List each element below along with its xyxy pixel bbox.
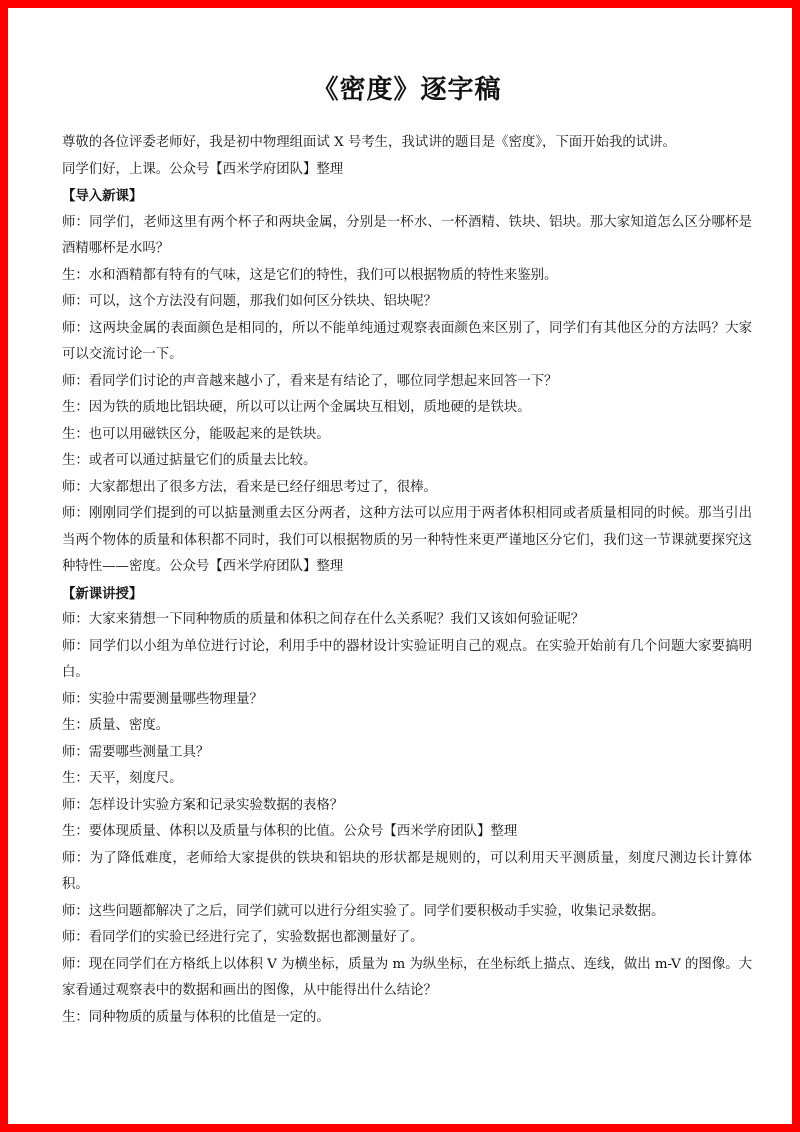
paragraph: 师：同学们，老师这里有两个杯子和两块金属，分别是一杯水、一杯酒精、铁块、铝块。那大家知道怎么区分哪杯是酒精哪杯是水吗？ — [62, 214, 752, 256]
paragraph: 生：或者可以通过掂量它们的质量去比较。 — [62, 453, 317, 468]
paragraph: 生：因为铁的质地比铝块硬，所以可以让两个金属块互相划，质地硬的是铁块。 — [62, 400, 531, 415]
paragraph: 师：大家来猜想一下同种物质的质量和体积之间存在什么关系呢？我们又该如何验证呢？ — [62, 612, 585, 627]
paragraph: 师：需要哪些测量工具？ — [62, 744, 210, 760]
paragraph: 师：大家都想出了很多方法，看来是已经仔细思考过了，很棒。 — [62, 479, 437, 495]
paragraph: 师：怎样设计实验方案和记录实验数据的表格？ — [62, 797, 344, 813]
paragraph: 师：这两块金属的表面颜色是相同的，所以不能单纯通过观察表面颜色来区别了，同学们有其他区分的方法吗？大家可以交流讨论一下。 — [62, 320, 752, 362]
paragraph: 师：这些问题都解决了之后，同学们就可以进行分组实验了。同学们要积极动手实验，收集记录数据。 — [62, 903, 665, 919]
document-title: 《密度》逐字稿 — [312, 75, 502, 105]
paragraph: 师：看同学们的实验已经进行完了，实验数据也都测量好了。 — [62, 930, 424, 945]
paragraph: 师：现在同学们在方格纸上以体积 V 为横坐标，质量为 m 为纵坐标，在坐标纸上描点、连线，做出 m-V 的图像。大家看通过观察表中的数据和画出的图像，从中能得出什么结论？ — [62, 956, 752, 998]
paragraph: 师：同学们以小组为单位进行讨论，利用手中的器材设计实验证明自己的观点。在实验开始前有几个问题大家要搞明白。 — [62, 638, 752, 680]
paragraph: 生：质量、密度。 — [62, 718, 170, 733]
paragraph: 生：要体现质量、体积以及质量与体积的比值。公众号【西米学府团队】整理 — [62, 824, 518, 839]
paragraph: 师：看同学们讨论的声音越来越小了，看来是有结论了，哪位同学想起来回答一下？ — [62, 373, 558, 389]
paragraph: 师：刚刚同学们提到的可以掂量测重去区分两者，这种方法可以应用于两者体积相同或者质量相同的时候。那当引出当两个物体的质量和体积都不同时，我们可以根据物质的另一种特性来更严谨地区分它们，我们这一节课就要探究这种特性——密度。公众号【西米学府团队】整理 — [62, 506, 752, 574]
section-heading-new-lesson: 【新课讲授】 — [62, 585, 143, 602]
paragraph: 生：也可以用磁铁区分，能吸起来的是铁块。 — [62, 426, 330, 442]
paragraph: 生：同种物质的质量与体积的比值是一定的。 — [62, 1009, 330, 1025]
paragraph: 生：水和酒精都有特有的气味，这是它们的特性，我们可以根据物质的特性来鉴别。 — [62, 267, 558, 283]
paragraph: 师：实验中需要测量哪些物理量？ — [62, 691, 263, 707]
paragraph: 同学们好，上课。公众号【西米学府团队】整理 — [62, 161, 344, 177]
paragraph: 师：可以，这个方法没有问题，那我们如何区分铁块、铝块呢？ — [62, 294, 437, 309]
document-body — [62, 68, 752, 1031]
paragraph: 师：为了降低难度，老师给大家提供的铁块和铝块的形状都是规则的，可以利用天平测质量，刻度尺测边长计算体积。 — [62, 850, 752, 892]
section-heading-intro: 【导入新课】 — [62, 188, 143, 204]
paragraph: 尊敬的各位评委老师好，我是初中物理组面试 X 号考生，我试讲的题目是《密度》，下面开始我的试讲。 — [62, 135, 676, 150]
paragraph: 生：天平，刻度尺。 — [62, 771, 183, 786]
